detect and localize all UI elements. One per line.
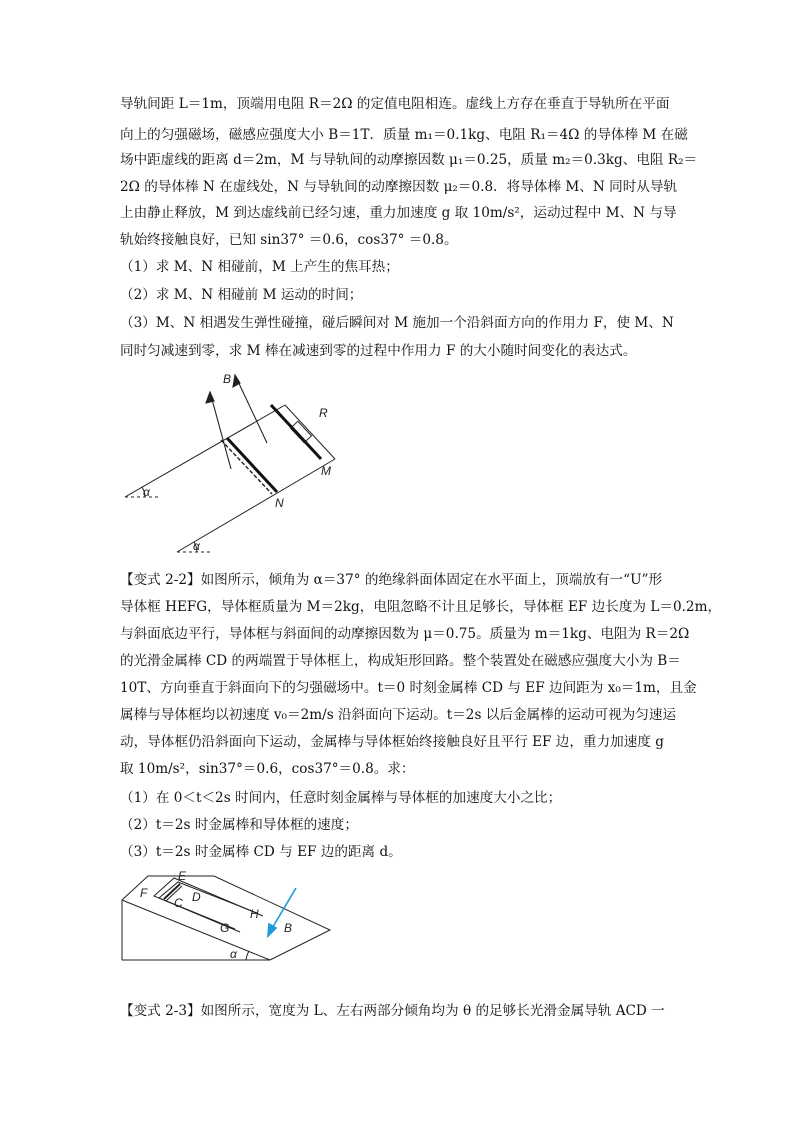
label-r: R <box>319 406 328 420</box>
bar-m <box>271 405 321 459</box>
label-d: D <box>192 890 201 904</box>
p3-line-1: 【变式 2-3】如图所示，宽度为 L、左右两部分倾角均为 θ 的足够长光滑金属导轨 ACD 一 <box>120 1003 665 1019</box>
label-alpha: α <box>230 947 237 961</box>
p2-question-3: （3）t＝2s 时金属棒 CD 与 EF 边的距离 d。 <box>120 844 402 860</box>
label-e: E <box>178 869 187 883</box>
p1-line-1: 导轨间距 L＝1m，顶端用电阻 R＝2Ω 的定值电阻相连。虚线上方存在垂直于导轨所在平面 <box>120 96 670 112</box>
label-alpha-2: α <box>193 539 200 553</box>
p2-line-7: 动，导体框仍沿斜面向下运动，金属棒与导体框始终接触良好且平行 EF 边，重力加速度 g <box>120 734 664 750</box>
figure-incline-frame <box>118 870 338 970</box>
p1-question-3b: 同时匀减速到零，求 M 棒在减速到零的过程中作用力 F 的大小随时间变化的表达式。 <box>120 343 637 359</box>
p1-line-6: 轨始终接触良好，已知 sin37° ＝0.6，cos37° ＝0.8。 <box>120 232 458 248</box>
p1-line-2: 向上的匀强磁场，磁感应强度大小 B＝1T．质量 m₁＝0.1kg、电阻 R₁＝4Ω 的导体棒 M 在磁 <box>120 127 688 143</box>
p2-line-8: 取 10m/s²，sin37°＝0.6，cos37°＝0.8。求： <box>120 761 415 777</box>
figure-rails-incline <box>115 365 355 565</box>
p2-line-6: 属棒与导体框均以初速度 v₀＝2m/s 沿斜面向下运动。t＝2s 以后金属棒的运动可视为匀速运 <box>120 707 677 723</box>
label-g: G <box>220 921 230 935</box>
p2-line-3: 与斜面底边平行，导体框与斜面间的动摩擦因数为 μ＝0.75。质量为 m＝1kg、电阻为 R＝2Ω <box>120 626 690 642</box>
p2-question-1: （1）在 0＜t＜2s 时间内，任意时刻金属棒与导体框的加速度大小之比； <box>120 790 562 806</box>
label-b: B <box>223 372 232 386</box>
label-n: N <box>275 496 284 510</box>
p1-line-3: 场中距虚线的距离 d＝2m，M 与导轨间的动摩擦因数 μ₁＝0.25，质量 m₂＝0.3kg、电阻 R₂＝ <box>120 152 698 168</box>
p1-line-4: 2Ω 的导体棒 N 在虚线处，N 与导轨间的动摩擦因数 μ₂＝0.8．将导体棒 M、N 同时从导轨 <box>120 179 678 195</box>
p2-line-5: 10T、方向垂直于斜面向下的匀强磁场中。t＝0 时刻金属棒 CD 与 EF 边间距为 x₀＝1m，且金 <box>120 680 697 696</box>
p2-line-2: 导体框 HEFG，导体框质量为 M＝2kg，电阻忽略不计且足够长，导体框 EF 边长度为 L＝0.2m， <box>120 599 722 615</box>
p1-line-5: 上由静止释放，M 到达虚线前已经匀速，重力加速度 g 取 10m/s²，运动过程中 M、N 与导 <box>120 205 677 221</box>
p2-question-2: （2）t＝2s 时金属棒和导体框的速度； <box>120 817 358 833</box>
label-c: C <box>174 896 183 910</box>
label-alpha-1: α <box>143 485 150 499</box>
label-b2: B <box>284 921 293 935</box>
p2-line-1: 【变式 2-2】如图所示，倾角为 α＝37° 的绝缘斜面体固定在水平面上，顶端放有一“U”形 <box>120 572 663 588</box>
label-f: F <box>140 886 148 900</box>
p1-question-2: （2）求 M、N 相碰前 M 运动的时间； <box>120 287 363 303</box>
label-h: H <box>250 907 259 921</box>
p1-question-1: （1）求 M、N 相碰前，M 上产生的焦耳热； <box>120 259 399 275</box>
p1-question-3a: （3）M、N 相遇发生弹性碰撞，碰后瞬间对 M 施加一个沿斜面方向的作用力 F，使 M、N <box>120 315 674 331</box>
p2-line-4: 的光滑金属棒 CD 的两端置于导体框上，构成矩形回路。整个装置处在磁感应强度大小为 B＝ <box>120 653 681 669</box>
bar-n <box>227 438 277 492</box>
label-m: M <box>321 464 331 478</box>
